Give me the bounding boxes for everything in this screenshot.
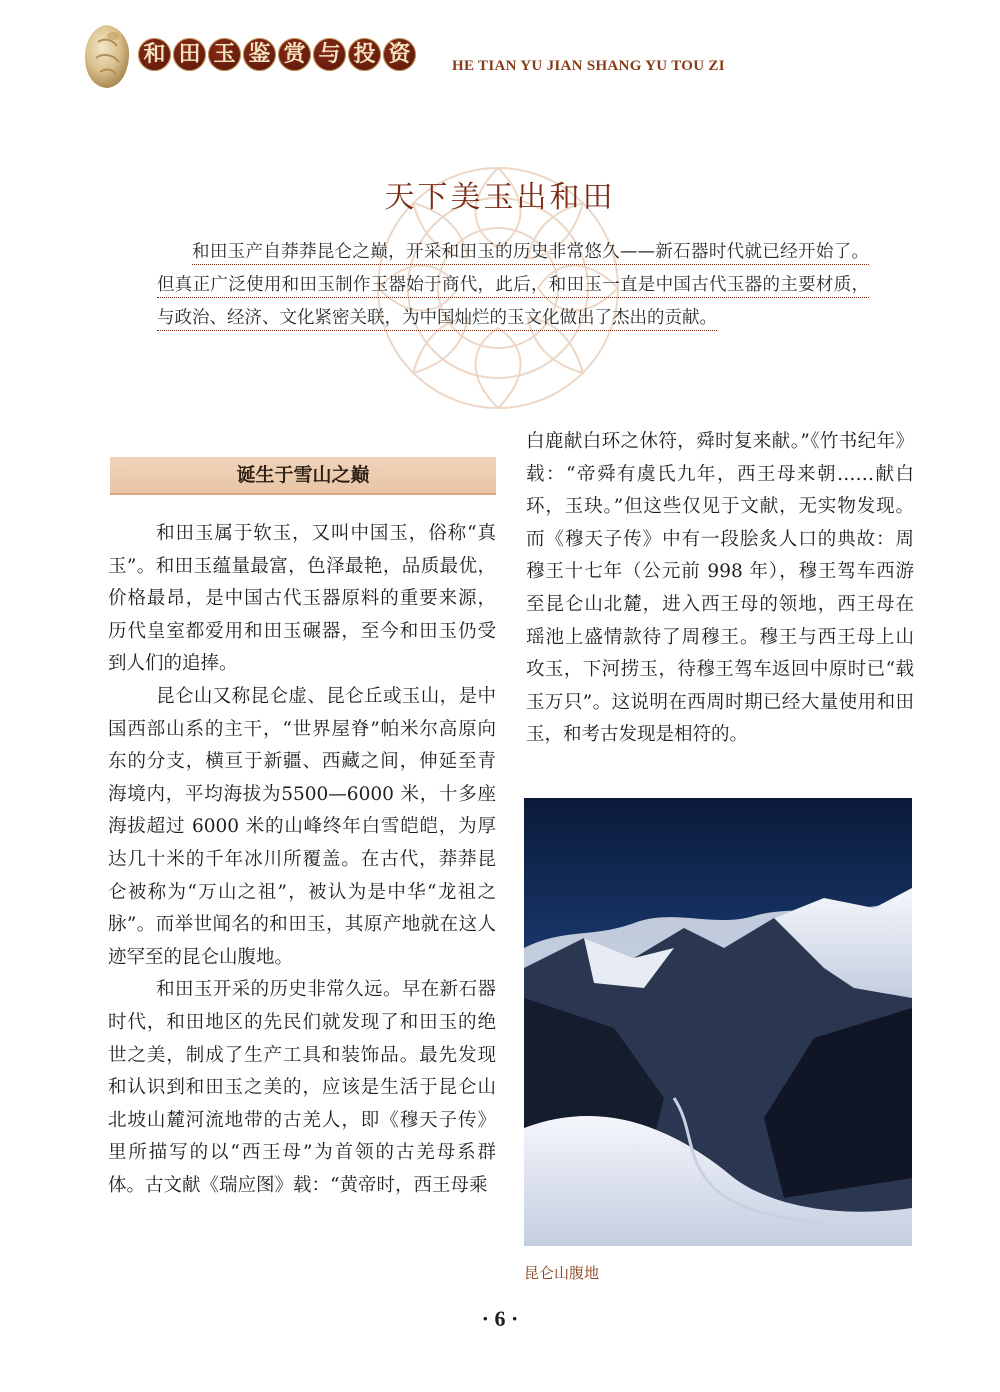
header-title-char: 赏 xyxy=(278,38,311,71)
kunlun-mountains-photo xyxy=(524,798,912,1246)
header-title xyxy=(138,38,416,71)
section-title: 诞生于雪山之巅 xyxy=(110,457,496,495)
right-column xyxy=(526,426,914,752)
left-column xyxy=(108,518,496,1202)
body-paragraph: 昆仑山又称昆仑虚、昆仑丘或玉山，是中国西部山系的主干，“世界屋脊”帕米尔高原向东的分支，横亘于新疆、西藏之间，伸延至青海境内，平均海拔为5500—6000 米，十多座海拔超过 6000 米的山峰终年白雪皑皑，为厚达几十米的千年冰川所覆盖。在古代，莽莽昆仑被称为“万山之祖”，被认为是中华“龙祖之脉”。而举世闻名的和田玉，其原产地就在这人迹罕至的昆仑山腹地。 xyxy=(108,685,496,968)
running-header xyxy=(80,22,800,92)
header-title-char: 资 xyxy=(383,38,416,71)
header-title-char: 和 xyxy=(138,38,171,71)
body-paragraph: 白鹿献白环之休符，舜时复来献。”《竹书纪年》载：“帝舜有虞氏九年，西王母来朝……献白环，玉玦。”但这些仅见于文献，无实物发现。而《穆天子传》中有一段脍炙人口的典故：周穆王十七年（公元前 998 年），穆王驾车西游至昆仑山北麓，进入西王母的领地，西王母在瑶池上盛情款待了周穆王。穆王与西王母上山攻玉，下河捞玉，待穆王驾车返回中原时已“载玉万只”。这说明在西周时期已经大量使用和田玉，和考古发现是相符的。 xyxy=(526,431,914,746)
header-title-char: 玉 xyxy=(208,38,241,71)
header-title-char: 鉴 xyxy=(243,38,276,71)
body-paragraph: 和田玉开采的历史非常久远。早在新石器时代，和田地区的先民们就发现了和田玉的绝世之美，制成了生产工具和装饰品。最先发现和认识到和田玉之美的，应该是生活于昆仑山北坡山麓河流地带的古羌人，即《穆天子传》里所描写的以“西王母”为首领的古羌母系群体。古文献《瑞应图》载：“黄帝时，西王母乘 xyxy=(108,979,496,1196)
header-title-char: 与 xyxy=(313,38,346,71)
header-title-char: 投 xyxy=(348,38,381,71)
jade-pendant-icon xyxy=(80,22,134,90)
photo-caption: 昆仑山腹地 xyxy=(524,1264,600,1282)
main-title: 天下美玉出和田 xyxy=(384,180,616,215)
header-title-char: 田 xyxy=(173,38,206,71)
body-paragraph: 和田玉属于软玉，又叫中国玉，俗称“真玉”。和田玉蕴量最富，色泽最艳，品质最优，价格最昂，是中国古代玉器原料的重要来源，历代皇室都爱用和田玉碾器，至今和田玉仍受到人们的追捧。 xyxy=(108,523,496,675)
intro-paragraph xyxy=(157,236,869,335)
page-number: · 6 · xyxy=(481,1306,519,1331)
intro-text: 和田玉产自莽莽昆仑之巅，开采和田玉的历史非常悠久——新石器时代就已经开始了。但真正广泛使用和田玉制作玉器始于商代，此后，和田玉一直是中国古代玉器的主要材质，与政治、经济、文化紧密关联，为中国灿烂的玉文化做出了杰出的贡献。 xyxy=(157,242,869,331)
header-english-title: HE TIAN YU JIAN SHANG YU TOU ZI xyxy=(452,58,725,74)
